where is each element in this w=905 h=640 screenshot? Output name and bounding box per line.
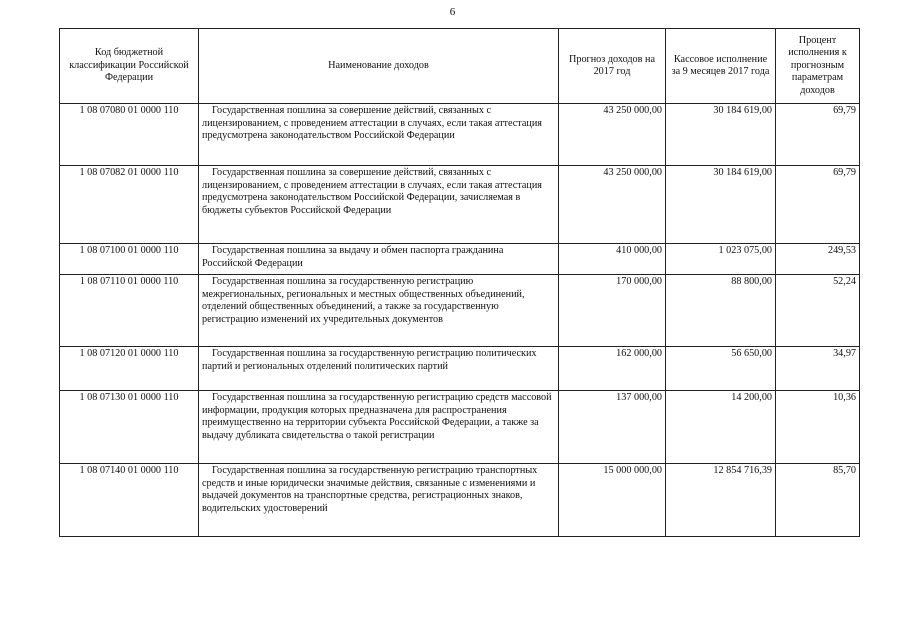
row-execution: 88 800,00 (666, 275, 776, 347)
row-execution: 1 023 075,00 (666, 244, 776, 275)
table-row (60, 347, 860, 391)
table-row (60, 104, 860, 166)
row-name (199, 104, 559, 166)
row-execution: 12 854 716,39 (666, 464, 776, 537)
row-name-text: Государственная пошлина за государственную регистрацию политических партий и региональных отделений политических партий (202, 348, 537, 372)
row-execution: 30 184 619,00 (666, 104, 776, 166)
row-code: 1 08 07120 01 0000 110 (60, 347, 199, 391)
table-row (60, 166, 860, 244)
row-name-text: Государственная пошлина за государственную регистрацию транспортных средств и иные юридически значимые действия, связанные с изменениями и выдачей документов на транспортные средства, регистрационных знаков, водительских удостоверений (202, 465, 538, 515)
revenue-table (59, 28, 860, 537)
row-execution: 56 650,00 (666, 347, 776, 391)
row-percent: 34,97 (776, 347, 860, 391)
table-row (60, 391, 860, 464)
row-percent: 69,79 (776, 104, 860, 166)
row-percent: 10,36 (776, 391, 860, 464)
row-forecast: 137 000,00 (559, 391, 666, 464)
row-code: 1 08 07100 01 0000 110 (60, 244, 199, 275)
row-forecast: 43 250 000,00 (559, 104, 666, 166)
row-code: 1 08 07082 01 0000 110 (60, 166, 199, 244)
row-code: 1 08 07110 01 0000 110 (60, 275, 199, 347)
table-row (60, 464, 860, 537)
row-forecast: 162 000,00 (559, 347, 666, 391)
header-execution: Кассовое исполнение за 9 месяцев 2017 года (666, 29, 776, 104)
row-name-text: Государственная пошлина за совершение действий, связанных с лицензированием, с проведением аттестации в случаях, если такая аттестация предусмотрена законодательством Российской Федерации (202, 105, 542, 142)
row-name-text: Государственная пошлина за государственную регистрацию межрегиональных, региональных и местных общественных объединений, отделений общественных объединений, а также за государственную регистрацию изменений их учредительных документов (202, 276, 525, 326)
table-row (60, 244, 860, 275)
row-name (199, 464, 559, 537)
header-percent: Процент исполнения к прогнозным параметрам доходов (776, 29, 860, 104)
table-header-row (60, 29, 860, 104)
header-code: Код бюджетной классификации Российской Федерации (60, 29, 199, 104)
row-name-text: Государственная пошлина за выдачу и обмен паспорта гражданина Российской Федерации (202, 245, 504, 269)
header-name: Наименование доходов (199, 29, 559, 104)
row-execution: 14 200,00 (666, 391, 776, 464)
row-name (199, 391, 559, 464)
page-number: 6 (449, 6, 456, 18)
row-percent: 249,53 (776, 244, 860, 275)
row-forecast: 15 000 000,00 (559, 464, 666, 537)
row-name-text: Государственная пошлина за государственную регистрацию средств массовой информации, продукция которых предназначена для распространения преимущественно на территории субъекта Российской Федерации, а также за выдачу дубликата свидетельства о такой регистрации (202, 392, 552, 442)
row-forecast: 43 250 000,00 (559, 166, 666, 244)
header-forecast: Прогноз доходов на 2017 год (559, 29, 666, 104)
row-forecast: 410 000,00 (559, 244, 666, 275)
table-row (60, 275, 860, 347)
row-name (199, 166, 559, 244)
row-percent: 85,70 (776, 464, 860, 537)
row-name (199, 244, 559, 275)
row-code: 1 08 07080 01 0000 110 (60, 104, 199, 166)
row-execution: 30 184 619,00 (666, 166, 776, 244)
row-forecast: 170 000,00 (559, 275, 666, 347)
row-name-text: Государственная пошлина за совершение действий, связанных с лицензированием, с проведением аттестации в случаях, если такая аттестация предусмотрена законодательством Российской Федерации, зачисляемая в бюджеты субъектов Российской Федерации (202, 167, 542, 217)
row-percent: 52,24 (776, 275, 860, 347)
row-code: 1 08 07140 01 0000 110 (60, 464, 199, 537)
row-name (199, 275, 559, 347)
row-code: 1 08 07130 01 0000 110 (60, 391, 199, 464)
row-percent: 69,79 (776, 166, 860, 244)
row-name (199, 347, 559, 391)
